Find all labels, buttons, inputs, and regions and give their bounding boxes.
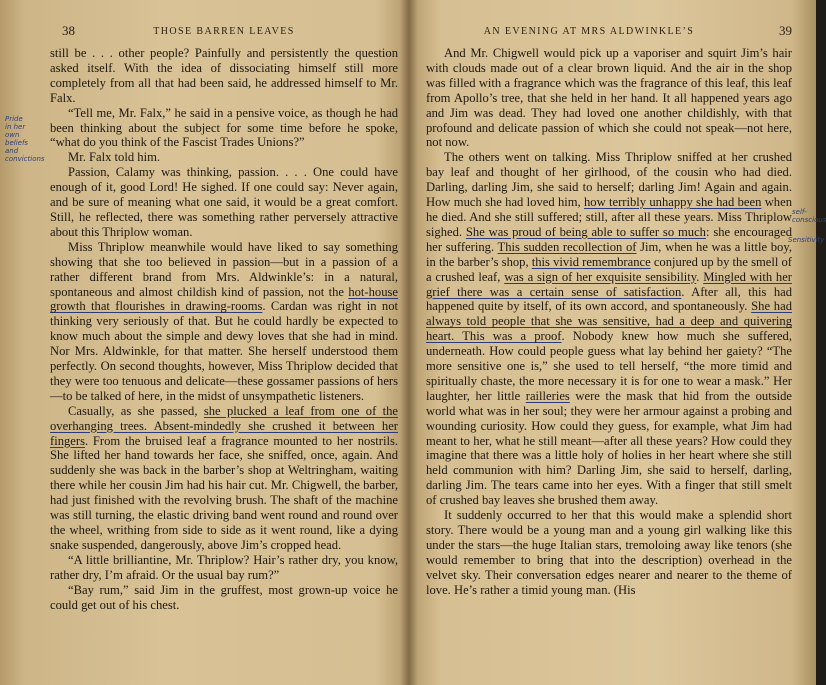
underlined-passage: this vivid remembrance: [531, 254, 651, 269]
text-run: : she encouraged her suffering.: [426, 224, 792, 254]
underlined-passage: railleries: [525, 388, 570, 403]
left-page-header: [50, 23, 398, 40]
right-running-head: AN EVENING AT MRS ALDWINKLE’S: [483, 26, 695, 37]
text-run: “A little brilliantine, Mr. Thriplow? Hair’s rather dry, you know, rather dry, I’m afraid. Or the usual bay rum?”: [50, 552, 398, 582]
paragraph: [50, 106, 398, 151]
text-run: . After all, this had happened quite by itself, of its own accord, and spontaneously.: [426, 284, 793, 314]
underlined-passage: was a sign of her exquisite sensibility: [504, 269, 697, 284]
underlined-passage: Mingled with her grief there was a certain sense of satisfaction: [426, 269, 793, 299]
text-run: It suddenly occurred to her that this would make a splendid short story. There would be a young man and a young girl walking like this under the stars—the huge Italian stars, tremoloing away like tenors (she would remember to bring that into the description) overhead in the velvet sky. Their conversation edges nearer and nearer to the theme of love. He’s rather a timid young man. (His: [426, 508, 792, 597]
paragraph: [426, 508, 792, 597]
paragraph: [50, 240, 398, 404]
text-run: Miss Thriplow meanwhile would have liked to say something showing that she too believed in passion—but in a passion of a rather different brand from Mrs. Aldwinkle’s: in a natural, spontaneous and almost childish kind of passion, not the: [50, 239, 398, 299]
left-running-head: THOSE BARREN LEAVES: [153, 26, 295, 37]
right-margin-note-sensitivity: Sensitivity: [788, 236, 825, 244]
text-run: “Bay rum,” said Jim in the gruffest, most grown-up voice he could get out of his chest.: [50, 582, 398, 612]
underlined-passage: hot-house growth that flourishes in drawing-rooms: [50, 284, 398, 314]
left-page-text: [50, 46, 398, 612]
text-run: were the mask that hid from the outside world what was in her soul; they were her armour against a probing and wounding curiosity. How could they guess, for example, what Jim had meant to her, what he still meant—after all these years? How could they imagine that there was a little holy of holies in her heart where she still held communion with him? Darling Jim, she said to herself, darling, darling Jim. The tears came into her eyes. With a finger that still smelt of crushed bay leaves she brushed them away.: [426, 388, 792, 508]
right-page: [426, 0, 792, 685]
text-run: “Tell me, Mr. Falx,” he said in a pensive voice, as though he had been thinking about the subject for some time before he spoke, “what do you think of the Fascist Trades Unions?”: [50, 105, 398, 150]
paragraph: [50, 404, 398, 553]
text-run: . Cardan was right in not thinking very seriously of that. But he could hardly be expected to know much about the simple and dewy loves that she had in mind. Nor Mrs. Aldwinkle, for that matter. She herself understood them perfectly. On second thoughts, however, Miss Thriplow decided that they were too tenuous and delicate—these gossamer passions of hers—to be talked of here, in the midst of unsympathetic listeners.: [50, 299, 398, 403]
text-run: The others went on talking. Miss Thriplow sniffed at her crushed bay leaf and thought of her girlhood, of the cousin who had died. Darling, darling Jim, she said to herself; darling Jim! Again and again. How much she had loved him,: [426, 150, 792, 210]
right-page-text: [426, 46, 792, 598]
right-margin-note-self-conscious: self- conscious: [792, 208, 826, 224]
text-run: And Mr. Chigwell would pick up a vaporiser and squirt Jim’s hair with clouds made out of a clear brown liquid. And the air in the shop was filled with a fragrance which was the fragrance of this leaf, this leaf from Apollo’s tree, that she held in her hand. It all happened years ago and Jim was dead. They had loved one another childishly, with that profound and delicate passion of which she could not speak—not here, not now.: [426, 46, 792, 150]
text-run: Passion, Calamy was thinking, passion. . . . One could have enough of it, good Lord! He sighed. If one could say: Never again, and be sure of meaning what one said, it would be a great comfort. Still, he reflected, there was something rather perversely attractive about this Thriplow woman.: [50, 165, 398, 239]
left-page-number: 38: [62, 23, 75, 38]
underlined-passage: how terribly unhappy she had been: [584, 195, 762, 210]
text-run: Casually, as she passed,: [68, 403, 204, 418]
underlined-passage: She was proud of being able to suffer so much: [465, 224, 706, 239]
text-run: conjured up by the smell of a crushed leaf,: [426, 254, 793, 284]
paragraph: [50, 165, 398, 240]
underlined-passage: she plucked a leaf from one of the overhanging trees. Absent-mindedly she crushed it between her fingers: [50, 403, 398, 448]
paragraph: [50, 150, 398, 165]
paragraph: [50, 553, 398, 583]
right-page-header: [426, 23, 792, 40]
left-margin-note: Pride in her own beliefs and convictions: [5, 115, 45, 163]
text-run: when he died. And she still suffered; still, after all these years. Miss Thriplow sighed.: [426, 195, 792, 239]
text-run: . From the bruised leaf a fragrance mounted to her nostrils. She lifted her hand towards her face, she sniffed, once, again. And suddenly she was back in the barber’s shop at Weltringham, waiting there while her cousin Jim had his hair cut. Mr. Chigwell, the barber, had just finished with the revolving brush. The shaft of the machine was still turning, the elastic driving band went round and round over the wheel, writhing from side to side as it went round, like a dying snake suspended, dangerously, above Jim’s cropped head.: [50, 433, 398, 552]
text-run: Jim, when he was a little boy, in the barber’s shop,: [426, 239, 792, 269]
paragraph: [426, 46, 792, 150]
book-gutter: [400, 0, 418, 685]
paragraph: [426, 150, 792, 508]
left-page: [50, 0, 398, 685]
right-page-number: 39: [779, 23, 792, 38]
paragraph: [50, 583, 398, 613]
text-run: Mr. Falx told him.: [68, 150, 161, 165]
text-run: still be . . . other people? Painfully and persistently the question asked itself. With the idea of dissociating himself still more completely from all that had been said, he addressed himself to Mr. Falx.: [50, 46, 398, 105]
text-run: . Nobody knew how much she suffered, underneath. How could people guess what lay behind her gaiety? “The more sensitive one is,” she used to tell herself, “the more timid and spiritually chaste, the more necessary it is for one to wear a mask.” Her laughter, her little: [426, 329, 793, 403]
text-run: .: [696, 269, 704, 284]
paragraph: [50, 46, 398, 106]
underlined-passage: This sudden recollection of: [497, 239, 637, 254]
underlined-passage: She had always told people that she was sensitive, had a deep and quivering heart. This was a proof: [426, 299, 792, 344]
